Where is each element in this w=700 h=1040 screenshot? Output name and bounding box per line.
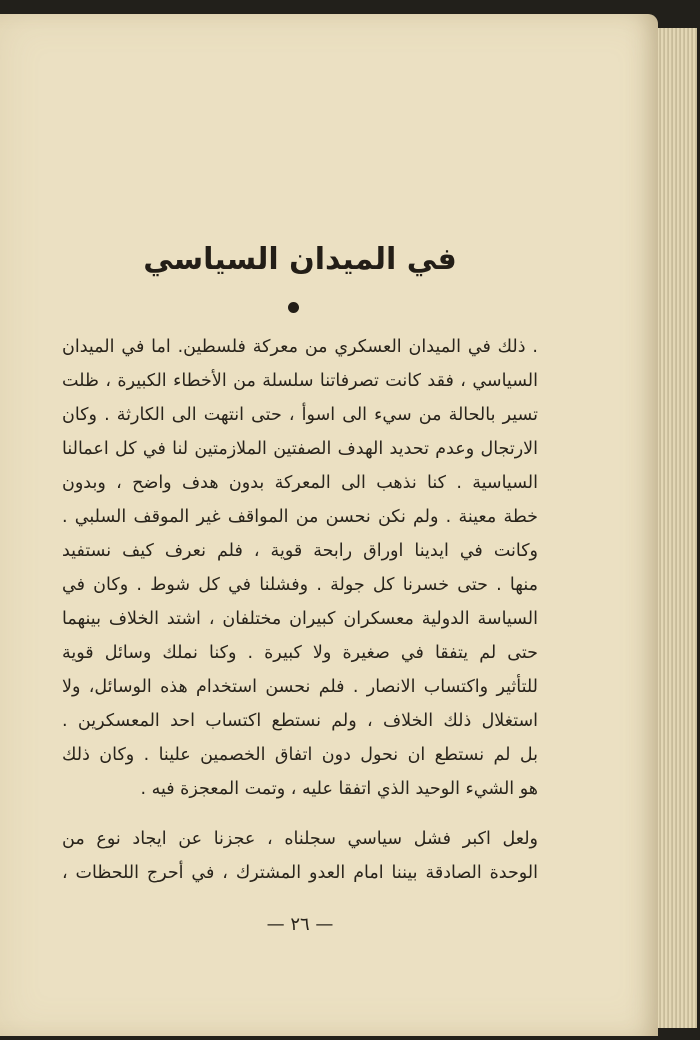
page-number: — ٢٦ — <box>266 914 334 935</box>
text-line: وكانت في ايدينا اوراق رابحة قوية ، فلم نعرف كيف نستفيد <box>62 541 538 561</box>
text-line: هو الشيء الوحيد الذي اتفقا عليه ، وتمت المعجزة فيه . <box>140 779 538 799</box>
paragraph-2 <box>62 822 538 890</box>
text-line: حتى لم يتفقا في صغيرة ولا كبيرة . وكنا نملك وسائل قوية <box>62 643 538 663</box>
text-line: للتأثير واكتساب الانصار . فلم نحسن استخدام هذه الوسائل، ولا <box>62 677 538 697</box>
bullet-ornament <box>288 302 299 313</box>
text-line: الارتجال وعدم تحديد الهدف الصفتين الملازمتين لنا في كل اعمالنا <box>62 439 538 459</box>
text-line: استغلال ذلك الخلاف ، ولم نستطع اكتساب احد المعسكرين . <box>62 711 538 731</box>
text-line: منها . حتى خسرنا كل جولة . وفشلنا في كل شوط . وكان في <box>62 575 538 595</box>
text-line: خطة معينة . ولم نكن نحسن من المواقف غير الموقف السلبي . <box>62 507 538 527</box>
text-line: الوحدة الصادقة بيننا امام العدو المشترك ، في أحرج اللحظات ، <box>62 863 538 883</box>
chapter-heading: في الميدان السياسي <box>143 242 457 277</box>
text-line: السياسي ، فقد كانت تصرفاتنا سلسلة من الأخطاء الكبيرة ، ظلت <box>62 371 538 391</box>
text-line: ولعل اكبر فشل سياسي سجلناه ، عجزنا عن ايجاد نوع من <box>62 829 538 849</box>
paragraph-1 <box>62 330 538 806</box>
text-line: . ذلك في الميدان العسكري من معركة فلسطين. اما في الميدان <box>62 337 538 357</box>
text-line: تسير بالحالة من سيء الى اسوأ ، حتى انتهت الى الكارثة . وكان <box>62 405 538 425</box>
text-line: السياسة الدولية معسكران كبيران مختلفان ، اشتد الخلاف بينهما <box>62 609 538 629</box>
text-line: بل لم نستطع ان نحول دون اتفاق الخصمين علينا . وكان ذلك <box>62 745 538 765</box>
text-line: السياسية . كنا نذهب الى المعركة بدون هدف واضح ، وبدون <box>62 473 538 493</box>
book-page <box>0 14 658 1036</box>
